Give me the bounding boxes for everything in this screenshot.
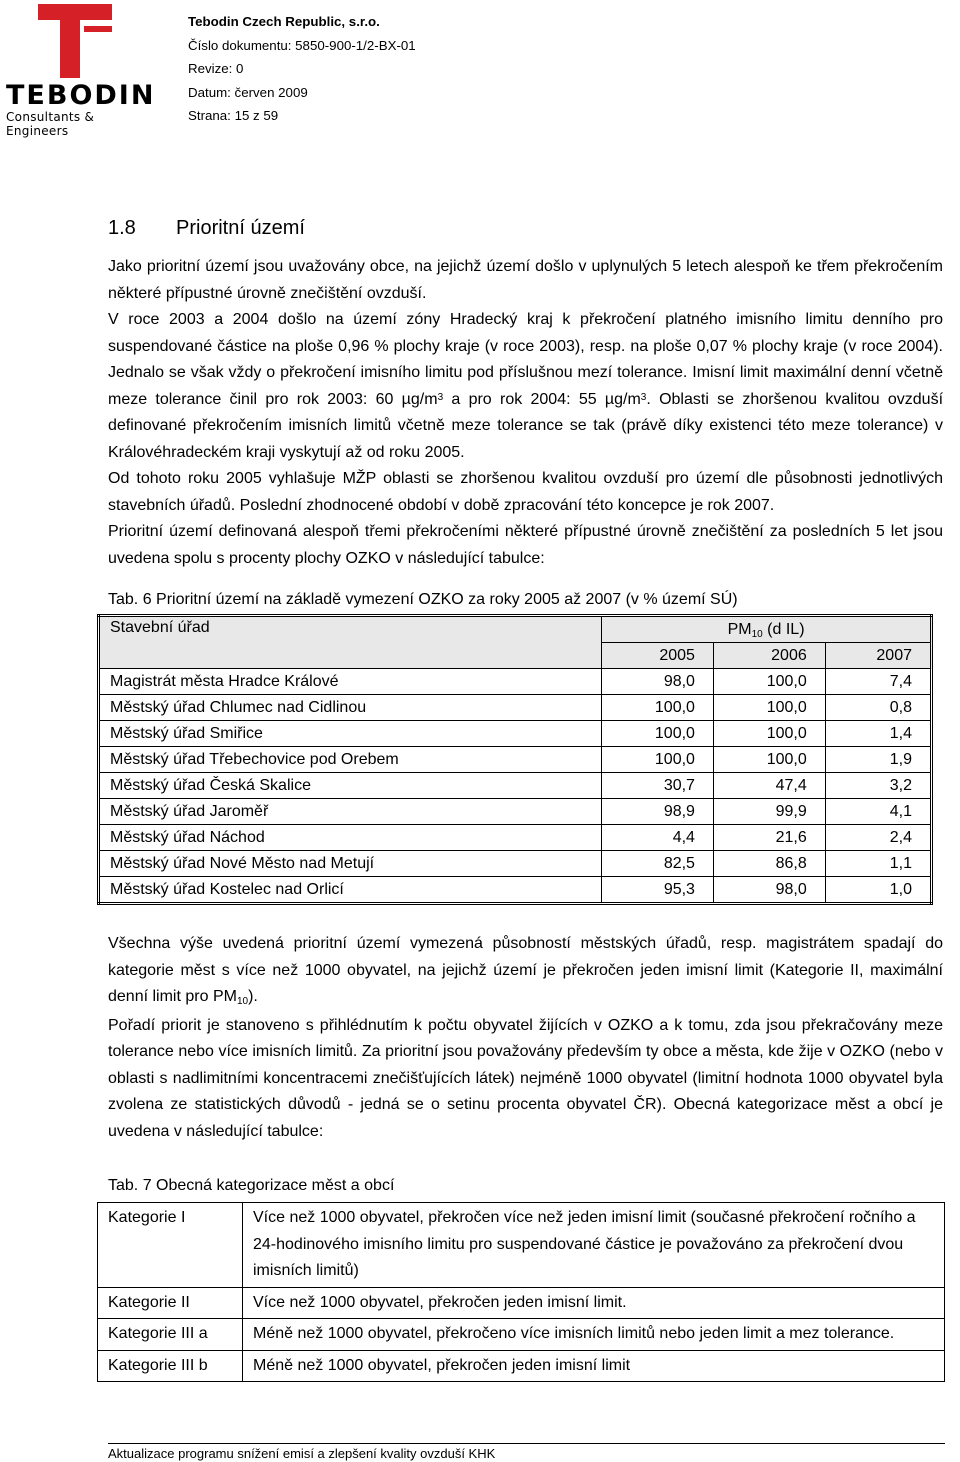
table-7 xyxy=(97,1202,945,1382)
table-row xyxy=(99,773,932,799)
table-row xyxy=(99,695,932,721)
office-cell: Městský úřad Nové Město nad Metují xyxy=(99,851,602,877)
value-cell: 99,9 xyxy=(713,799,825,825)
value-cell: 2,4 xyxy=(825,825,931,851)
table-row xyxy=(99,721,932,747)
paragraph-5-part-b: ). xyxy=(248,988,258,1005)
office-cell: Městský úřad Česká Skalice xyxy=(99,773,602,799)
table-7-caption: Tab. 7 Obecná kategorizace měst a obcí xyxy=(108,1177,395,1194)
value-cell: 100,0 xyxy=(713,695,825,721)
col-office-header: Stavební úřad xyxy=(99,616,602,669)
value-cell: 95,3 xyxy=(602,877,714,904)
table-row xyxy=(99,799,932,825)
paragraph-3: Od tohoto roku 2005 vyhlašuje MŽP oblasti se zhoršenou kvalitou ovzduší pro území dle působnosti jednotlivých stavebních úřadů. Poslední zhodnocené období v době zpracování této koncepce je rok 2007. xyxy=(108,470,943,514)
description-cell: Více než 1000 obyvatel, překročen více než jeden imisní limit (současné překročení ročního a 24-hodinového imisního limitu pro suspendované částice je považováno za překročení dvou imisních limitů) xyxy=(243,1203,945,1288)
office-cell: Magistrát města Hradce Králové xyxy=(99,669,602,695)
value-cell: 1,9 xyxy=(825,747,931,773)
value-cell: 100,0 xyxy=(713,669,825,695)
header-revision: Revize: 0 xyxy=(188,61,244,76)
value-cell: 1,1 xyxy=(825,851,931,877)
value-cell: 100,0 xyxy=(713,721,825,747)
header-doc-number: Číslo dokumentu: 5850-900-1/2-BX-01 xyxy=(188,37,416,53)
value-cell: 0,8 xyxy=(825,695,931,721)
category-cell: Kategorie II xyxy=(98,1287,243,1319)
office-cell: Městský úřad Třebechovice pod Orebem xyxy=(99,747,602,773)
category-cell: Kategorie I xyxy=(98,1203,243,1288)
office-cell: Městský úřad Chlumec nad Cidlinou xyxy=(99,695,602,721)
year-header: 2006 xyxy=(713,643,825,669)
pm-label-suffix: (d IL) xyxy=(762,620,805,638)
subscript-10: 10 xyxy=(236,996,249,1007)
col-pm-header xyxy=(602,616,932,643)
year-header: 2007 xyxy=(825,643,931,669)
table-row xyxy=(99,825,932,851)
pm-label: PM xyxy=(727,620,752,638)
superscript-3: 3 xyxy=(437,391,444,403)
office-cell: Městský úřad Jaroměř xyxy=(99,799,602,825)
logo-wordmark: TEBODIN xyxy=(6,80,156,111)
value-cell: 1,0 xyxy=(825,877,931,904)
description-cell: Méně než 1000 obyvatel, překročeno více imisních limitů nebo jeden limit a mez tolerance. xyxy=(243,1319,945,1351)
value-cell: 82,5 xyxy=(602,851,714,877)
table-row xyxy=(98,1203,945,1288)
paragraph-2-part-b: a pro rok 2004: 55 µg/m xyxy=(443,390,641,408)
value-cell: 86,8 xyxy=(713,851,825,877)
paragraph-5 xyxy=(108,931,943,1013)
header-date: Datum: červen 2009 xyxy=(188,84,308,100)
table-6 xyxy=(97,614,933,905)
header-page: Strana: 15 z 59 xyxy=(188,108,279,123)
section-heading xyxy=(108,217,943,240)
value-cell: 3,2 xyxy=(825,773,931,799)
office-cell: Městský úřad Kostelec nad Orlicí xyxy=(99,877,602,904)
value-cell: 98,0 xyxy=(602,669,714,695)
table-row xyxy=(98,1287,945,1319)
paragraph-5-part-a: Všechna výše uvedená prioritní území vymezená působností městských úřadů, resp. magistrátem spadají do kategorie měst s více než 1000 obyvatel, na jejichž území je překročen jeden imisní limit (Kategorie II, maximální denní limit pro PM xyxy=(108,935,943,1005)
description-cell: Více než 1000 obyvatel, překročen jeden imisní limit. xyxy=(243,1287,945,1319)
office-cell: Městský úřad Náchod xyxy=(99,825,602,851)
category-cell: Kategorie III b xyxy=(98,1350,243,1382)
table-6-caption: Tab. 6 Prioritní území na základě vymezení OZKO za roky 2005 až 2007 (v % území SÚ) xyxy=(108,591,738,608)
section-number: 1.8 xyxy=(108,217,136,239)
description-cell: Méně než 1000 obyvatel, překročen jeden imisní limit xyxy=(243,1350,945,1382)
value-cell: 98,9 xyxy=(602,799,714,825)
superscript-3: 3 xyxy=(640,391,647,403)
value-cell: 100,0 xyxy=(602,747,714,773)
table-row xyxy=(99,877,932,904)
category-cell: Kategorie III a xyxy=(98,1319,243,1351)
value-cell: 47,4 xyxy=(713,773,825,799)
table-row xyxy=(99,851,932,877)
tebodin-logo xyxy=(0,0,160,138)
table-row xyxy=(99,747,932,773)
header-company: Tebodin Czech Republic, s.r.o. xyxy=(188,14,380,29)
main-content xyxy=(108,217,943,1382)
paragraph-1: Jako prioritní území jsou uvažovány obce, na jejichž území došlo v uplynulých 5 letech alespoň ke třem překročením některé přípustné úrovně znečištění ovzduší. xyxy=(108,258,943,302)
paragraph-2 xyxy=(108,307,943,466)
section-title: Prioritní území xyxy=(176,217,305,239)
value-cell: 21,6 xyxy=(713,825,825,851)
paragraph-4: Prioritní území definovaná alespoň třemi překročeními některé přípustné úrovně znečištění za posledních 5 let jsou uvedena spolu s procenty plochy OZKO v následující tabulce: xyxy=(108,523,943,567)
value-cell: 30,7 xyxy=(602,773,714,799)
document-header xyxy=(188,10,416,128)
value-cell: 100,0 xyxy=(602,695,714,721)
value-cell: 98,0 xyxy=(713,877,825,904)
table-row xyxy=(98,1319,945,1351)
year-header: 2005 xyxy=(602,643,714,669)
value-cell: 4,1 xyxy=(825,799,931,825)
office-cell: Městský úřad Smiřice xyxy=(99,721,602,747)
value-cell: 1,4 xyxy=(825,721,931,747)
table-header-row xyxy=(99,616,932,643)
paragraph-6: Pořadí priorit je stanoveno s přihlédnutím k počtu obyvatel žijících v OZKO a k tomu, zda jsou překračovány meze tolerance nebo více imisních limitů. Za prioritní jsou považovány především ty obce a města, kde žije v OZKO (nebo v oblasti s nadlimitními koncentracemi znečišťujících látek) nejméně 1000 obyvatel (limitní hodnota 1000 obyvatel byla zvolena ze statistických důvodů - jedná se o setinu procenta obyvatel ČR). Obecná kategorizace měst a obcí je uvedena v následující tabulce: xyxy=(108,1016,943,1140)
pm-subscript: 10 xyxy=(751,628,763,640)
logo-tagline: Consultants & Engineers xyxy=(6,110,95,138)
paragraph-2-part-c: . Oblasti se zhoršenou kvalitou ovzduší definované překročením imisních limitů včetně meze tolerance se tak (právě díky existenci této meze tolerance) v Královéhradeckém kraji vyskytují až od roku 2005. xyxy=(108,390,944,461)
table-row xyxy=(99,669,932,695)
value-cell: 100,0 xyxy=(713,747,825,773)
tebodin-logo-icon xyxy=(38,4,112,78)
value-cell: 7,4 xyxy=(825,669,931,695)
value-cell: 100,0 xyxy=(602,721,714,747)
paragraph-2-part-a: V roce 2003 a 2004 došlo na území zóny Hradecký kraj k překročení platného imisního limitu denního pro suspendované částice na ploše 0,96 % plochy kraje (v roce 2003), resp. na ploše 0,07 % plochy kraje (v roce 2004). Jednalo se však vždy o překročení imisního limitu pod příslušnou mezí tolerance. Imisní limit maximální denní včetně meze tolerance činil pro rok 2003: 60 µg/m xyxy=(108,311,943,408)
table-row xyxy=(98,1350,945,1382)
page-footer: Aktualizace programu snížení emisí a zlepšení kvality ovzduší KHK xyxy=(108,1443,945,1461)
value-cell: 4,4 xyxy=(602,825,714,851)
